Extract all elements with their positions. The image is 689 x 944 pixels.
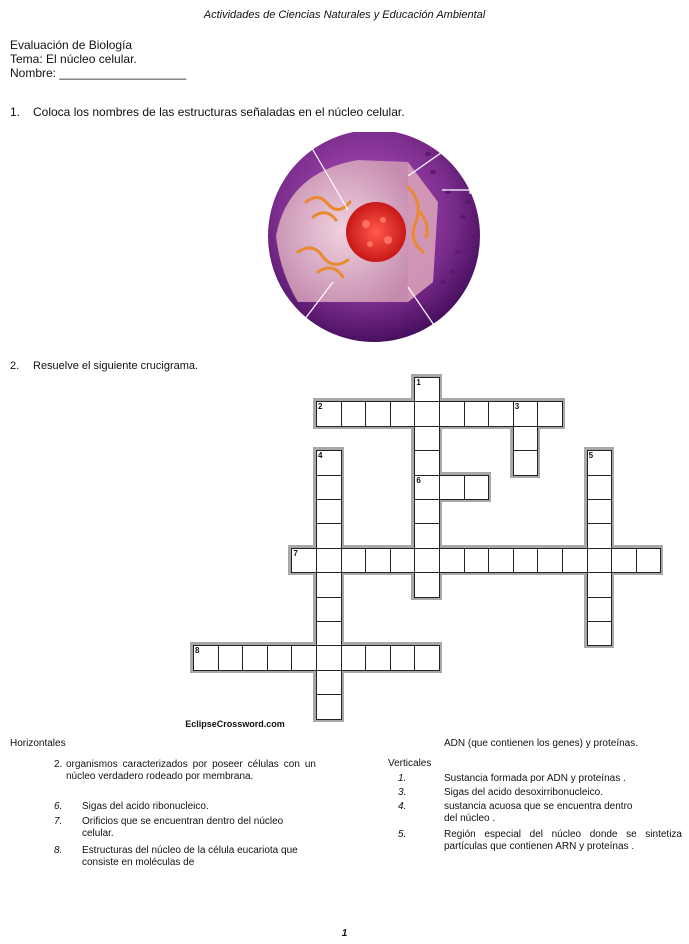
crossword-cell[interactable] [464, 548, 490, 573]
clue-text: Estructuras del núcleo de la célula eucariota que consiste en moléculas de [82, 845, 298, 869]
question-1-text: Coloca los nombres de las estructuras señaladas en el núcleo celular. [33, 105, 405, 119]
clue-number: 6. [54, 801, 63, 812]
crossword-cell[interactable] [365, 548, 391, 573]
evaluation-meta [10, 38, 186, 80]
crossword-clue-number: 3 [514, 402, 520, 412]
question-2-text: Resuelve el siguiente crucigrama. [33, 360, 199, 372]
evaluation-title: Evaluación de Biología [10, 38, 133, 52]
crossword-cell[interactable] [316, 523, 342, 548]
clue-number: 1. [398, 773, 407, 784]
crossword-cell[interactable] [587, 475, 613, 500]
crossword-cell[interactable] [390, 645, 416, 670]
crossword-cell[interactable] [414, 645, 440, 670]
question-2 [10, 360, 198, 372]
crossword-cell[interactable] [341, 645, 367, 670]
clue-text: Sigas del acido desoxirribonucleico. [444, 787, 603, 798]
crossword-cell[interactable] [291, 645, 317, 670]
crossword-cell[interactable] [587, 572, 613, 597]
crossword-cell[interactable] [365, 401, 391, 426]
crossword-clue-number: 6 [416, 475, 421, 485]
crossword-clue-number: 7 [293, 548, 298, 558]
crossword-cell[interactable] [636, 548, 662, 573]
crossword-cell[interactable] [242, 645, 268, 670]
horizontal-clues-title: Horizontales [10, 738, 66, 749]
clue-text: Orificios que se encuentran dentro del núcleo celular. [82, 816, 284, 840]
crossword-clue-number: 4 [318, 451, 323, 461]
crossword-cell[interactable] [587, 597, 613, 622]
clue-text: Sigas del acido ribonucleico. [82, 801, 209, 812]
question-1 [10, 105, 405, 119]
crossword-cell[interactable] [341, 401, 367, 426]
crossword-cell[interactable] [414, 572, 440, 597]
clue-text: organismos caracterizados por poseer células con un núcleo verdadero rodeado por membrana. [66, 759, 316, 783]
crossword-clue-number: 2 [318, 402, 323, 412]
name-line: Nombre: ___________________ [10, 66, 187, 80]
crossword-cell[interactable] [390, 548, 416, 573]
page-header: Actividades de Ciencias Naturales y Educación Ambiental [203, 9, 486, 21]
crossword-cell[interactable] [414, 426, 440, 451]
crossword-cell[interactable] [316, 475, 342, 500]
crossword-cell[interactable] [587, 548, 613, 573]
crossword-cell[interactable] [414, 401, 440, 426]
clue-number: 8. [54, 845, 63, 856]
clue-text: Región especial del núcleo donde se sintetiza partículas que contienen ARN y proteínas . [444, 829, 682, 853]
crossword-cell[interactable] [611, 548, 637, 573]
crossword-cell[interactable] [218, 645, 244, 670]
crossword-cell[interactable] [464, 475, 490, 500]
crossword-cell[interactable] [513, 450, 539, 475]
crossword-cell[interactable] [341, 548, 367, 573]
clue-8-continuation: ADN (que contienen los genes) y proteínas. [444, 738, 638, 749]
crossword-cell[interactable] [267, 645, 293, 670]
crossword-cell[interactable] [316, 572, 342, 597]
clue-text: Sustancia formada por ADN y proteínas . [444, 773, 626, 784]
crossword-cell[interactable] [587, 523, 613, 548]
crossword-cell[interactable] [513, 426, 539, 451]
clue-number: 3. [398, 787, 407, 798]
crossword-cell[interactable] [365, 645, 391, 670]
crossword-cell[interactable] [537, 548, 563, 573]
page-number: 1 [341, 928, 348, 939]
crossword-clue-number: 5 [588, 451, 594, 461]
crossword-cell[interactable] [587, 499, 613, 524]
crossword-cell[interactable] [439, 401, 465, 426]
crossword-cell[interactable] [439, 475, 465, 500]
crossword-cell[interactable] [316, 499, 342, 524]
crossword-cell[interactable] [316, 670, 342, 695]
crossword-cell[interactable] [488, 401, 514, 426]
crossword-cell[interactable] [414, 450, 440, 475]
crossword-cell[interactable] [316, 694, 342, 719]
crossword-cell[interactable] [537, 401, 563, 426]
crossword-cell[interactable] [316, 548, 342, 573]
question-2-number: 2. [10, 360, 20, 372]
clue-number: 5. [398, 829, 407, 840]
clue-text: sustancia acuosa que se encuentra dentro del núcleo . [444, 801, 633, 825]
crossword-cell[interactable] [316, 645, 342, 670]
crossword-cell[interactable] [390, 401, 416, 426]
topic-line: Tema: El núcleo celular. [10, 52, 137, 66]
crossword-cell[interactable] [488, 548, 514, 573]
crossword-cell[interactable] [562, 548, 588, 573]
cell-nucleus-illustration [258, 132, 498, 347]
crossword-clue-number: 1 [416, 378, 421, 387]
crossword-cell[interactable] [316, 597, 342, 622]
clue-number: 4. [398, 801, 407, 812]
question-1-number: 1. [10, 105, 21, 119]
crossword-cell[interactable] [316, 621, 342, 646]
vertical-clues-title: Verticales [388, 758, 432, 769]
crossword-cell[interactable] [439, 548, 465, 573]
crossword-cell[interactable] [414, 523, 440, 548]
crossword-clue-number: 8 [195, 646, 200, 656]
crossword-cell[interactable] [464, 401, 490, 426]
crossword-cell[interactable] [414, 499, 440, 524]
crossword-cell[interactable] [513, 548, 539, 573]
eclipsecrossword-brand: EclipseCrossword.com [185, 719, 285, 729]
clue-number: 7. [54, 816, 63, 827]
crossword-cell[interactable] [587, 621, 613, 646]
clue-number: 2. [54, 759, 63, 770]
crossword-cell[interactable] [414, 548, 440, 573]
